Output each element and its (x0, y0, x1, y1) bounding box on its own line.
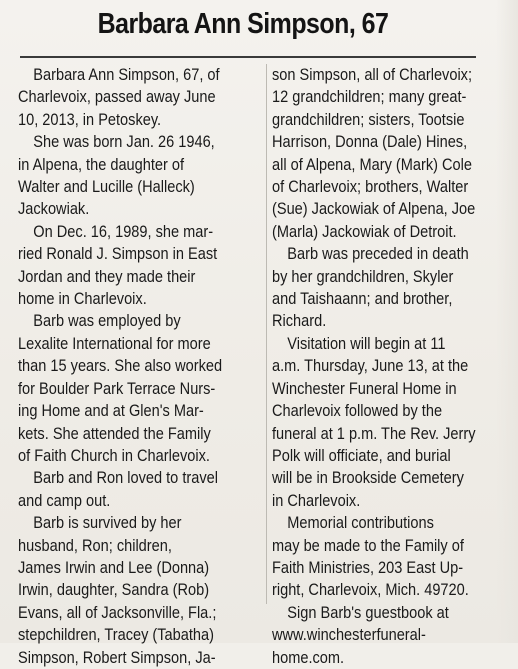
text-line: She was born Jan. 26 1946, (33, 133, 215, 152)
text-line: Visitation will begin at 11 (287, 334, 446, 353)
text-line: 10, 2013, in Petoskey. (18, 110, 162, 129)
text-line: Walter and Lucille (Halleck) (18, 178, 195, 197)
text-line: On Dec. 16, 1989, she mar- (33, 222, 214, 241)
text-line: husband, Ron; children, (18, 536, 172, 555)
column-divider (266, 64, 267, 604)
text-line: (Marla) Jackowiak of Detroit. (272, 222, 457, 241)
text-line: Harrison, Donna (Dale) Hines, (272, 133, 468, 152)
text-line: in Charlevoix. (272, 491, 361, 510)
text-line: of Charlevoix; brothers, Walter (272, 178, 469, 197)
text-line: Sign Barb's guestbook at (287, 603, 449, 622)
text-line: 12 grandchildren; many great- (272, 88, 467, 107)
text-line: Charlevoix, passed away June (18, 88, 216, 107)
text-line: Richard. (272, 312, 327, 331)
text-line: funeral at 1 p.m. The Rev. Jerry (272, 424, 476, 443)
text-line: of Faith Church in Charlevoix. (18, 446, 210, 465)
text-line: stepchildren, Tracey (Tabatha) (18, 626, 214, 645)
text-line: will be in Brookside Cemetery (272, 469, 464, 488)
text-line: Memorial contributions (287, 514, 434, 533)
text-line: all of Alpena, Mary (Mark) Cole (272, 155, 472, 174)
left-text-column (18, 64, 264, 669)
text-line: Irwin, daughter, Sandra (Rob) (18, 581, 210, 600)
adjacent-page-bleed (496, 0, 518, 643)
text-line: ried Ronald J. Simpson in East (18, 245, 218, 264)
text-line: (Sue) Jackowiak of Alpena, Joe (272, 200, 476, 219)
text-line: Jackowiak. (18, 200, 90, 219)
headline-rule (20, 56, 476, 58)
right-text-column (272, 64, 504, 669)
text-line: Barb was preceded in death (287, 245, 469, 264)
text-line: www.winchesterfuneral- (272, 626, 426, 645)
text-line: son Simpson, all of Charlevoix; (272, 66, 473, 84)
text-line: Evans, all of Jacksonville, Fla.; (18, 603, 217, 622)
text-line: Charlevoix followed by the (272, 402, 443, 421)
text-line: in Alpena, the daughter of (18, 155, 185, 174)
obituary-headline: Barbara Ann Simpson, 67 (97, 8, 389, 40)
text-line: home in Charlevoix. (18, 290, 147, 309)
text-line: and camp out. (18, 491, 111, 510)
text-line: than 15 years. She also worked (18, 357, 223, 376)
text-line: Faith Ministries, 203 East Up- (272, 558, 464, 577)
text-line: and Taishaann; and brother, (272, 290, 453, 309)
text-line: right, Charlevoix, Mich. 49720. (272, 581, 469, 600)
text-line: Lexalite International for more (18, 334, 211, 353)
text-line: may be made to the Family of (272, 536, 464, 555)
text-line: Barbara Ann Simpson, 67, of (33, 66, 220, 84)
text-line: Simpson, Robert Simpson, Ja- (18, 648, 216, 667)
text-line: Jordan and they made their (18, 267, 196, 286)
text-line: home.com. (272, 648, 345, 667)
text-line: James Irwin and Lee (Donna) (18, 558, 210, 577)
text-line: Barb and Ron loved to travel (33, 469, 218, 488)
text-line: grandchildren; sisters, Tootsie (272, 110, 465, 129)
text-line: Barb was employed by (33, 312, 181, 331)
text-line: a.m. Thursday, June 13, at the (272, 357, 469, 376)
text-line: ing Home and at Glen's Mar- (18, 402, 204, 421)
text-line: Polk will officiate, and burial (272, 446, 451, 465)
text-line: Winchester Funeral Home in (272, 379, 457, 398)
text-line: by her grandchildren, Skyler (272, 267, 454, 286)
text-line: Barb is survived by her (33, 514, 182, 533)
text-line: for Boulder Park Terrace Nurs- (18, 379, 216, 398)
text-line: kets. She attended the Family (18, 424, 211, 443)
